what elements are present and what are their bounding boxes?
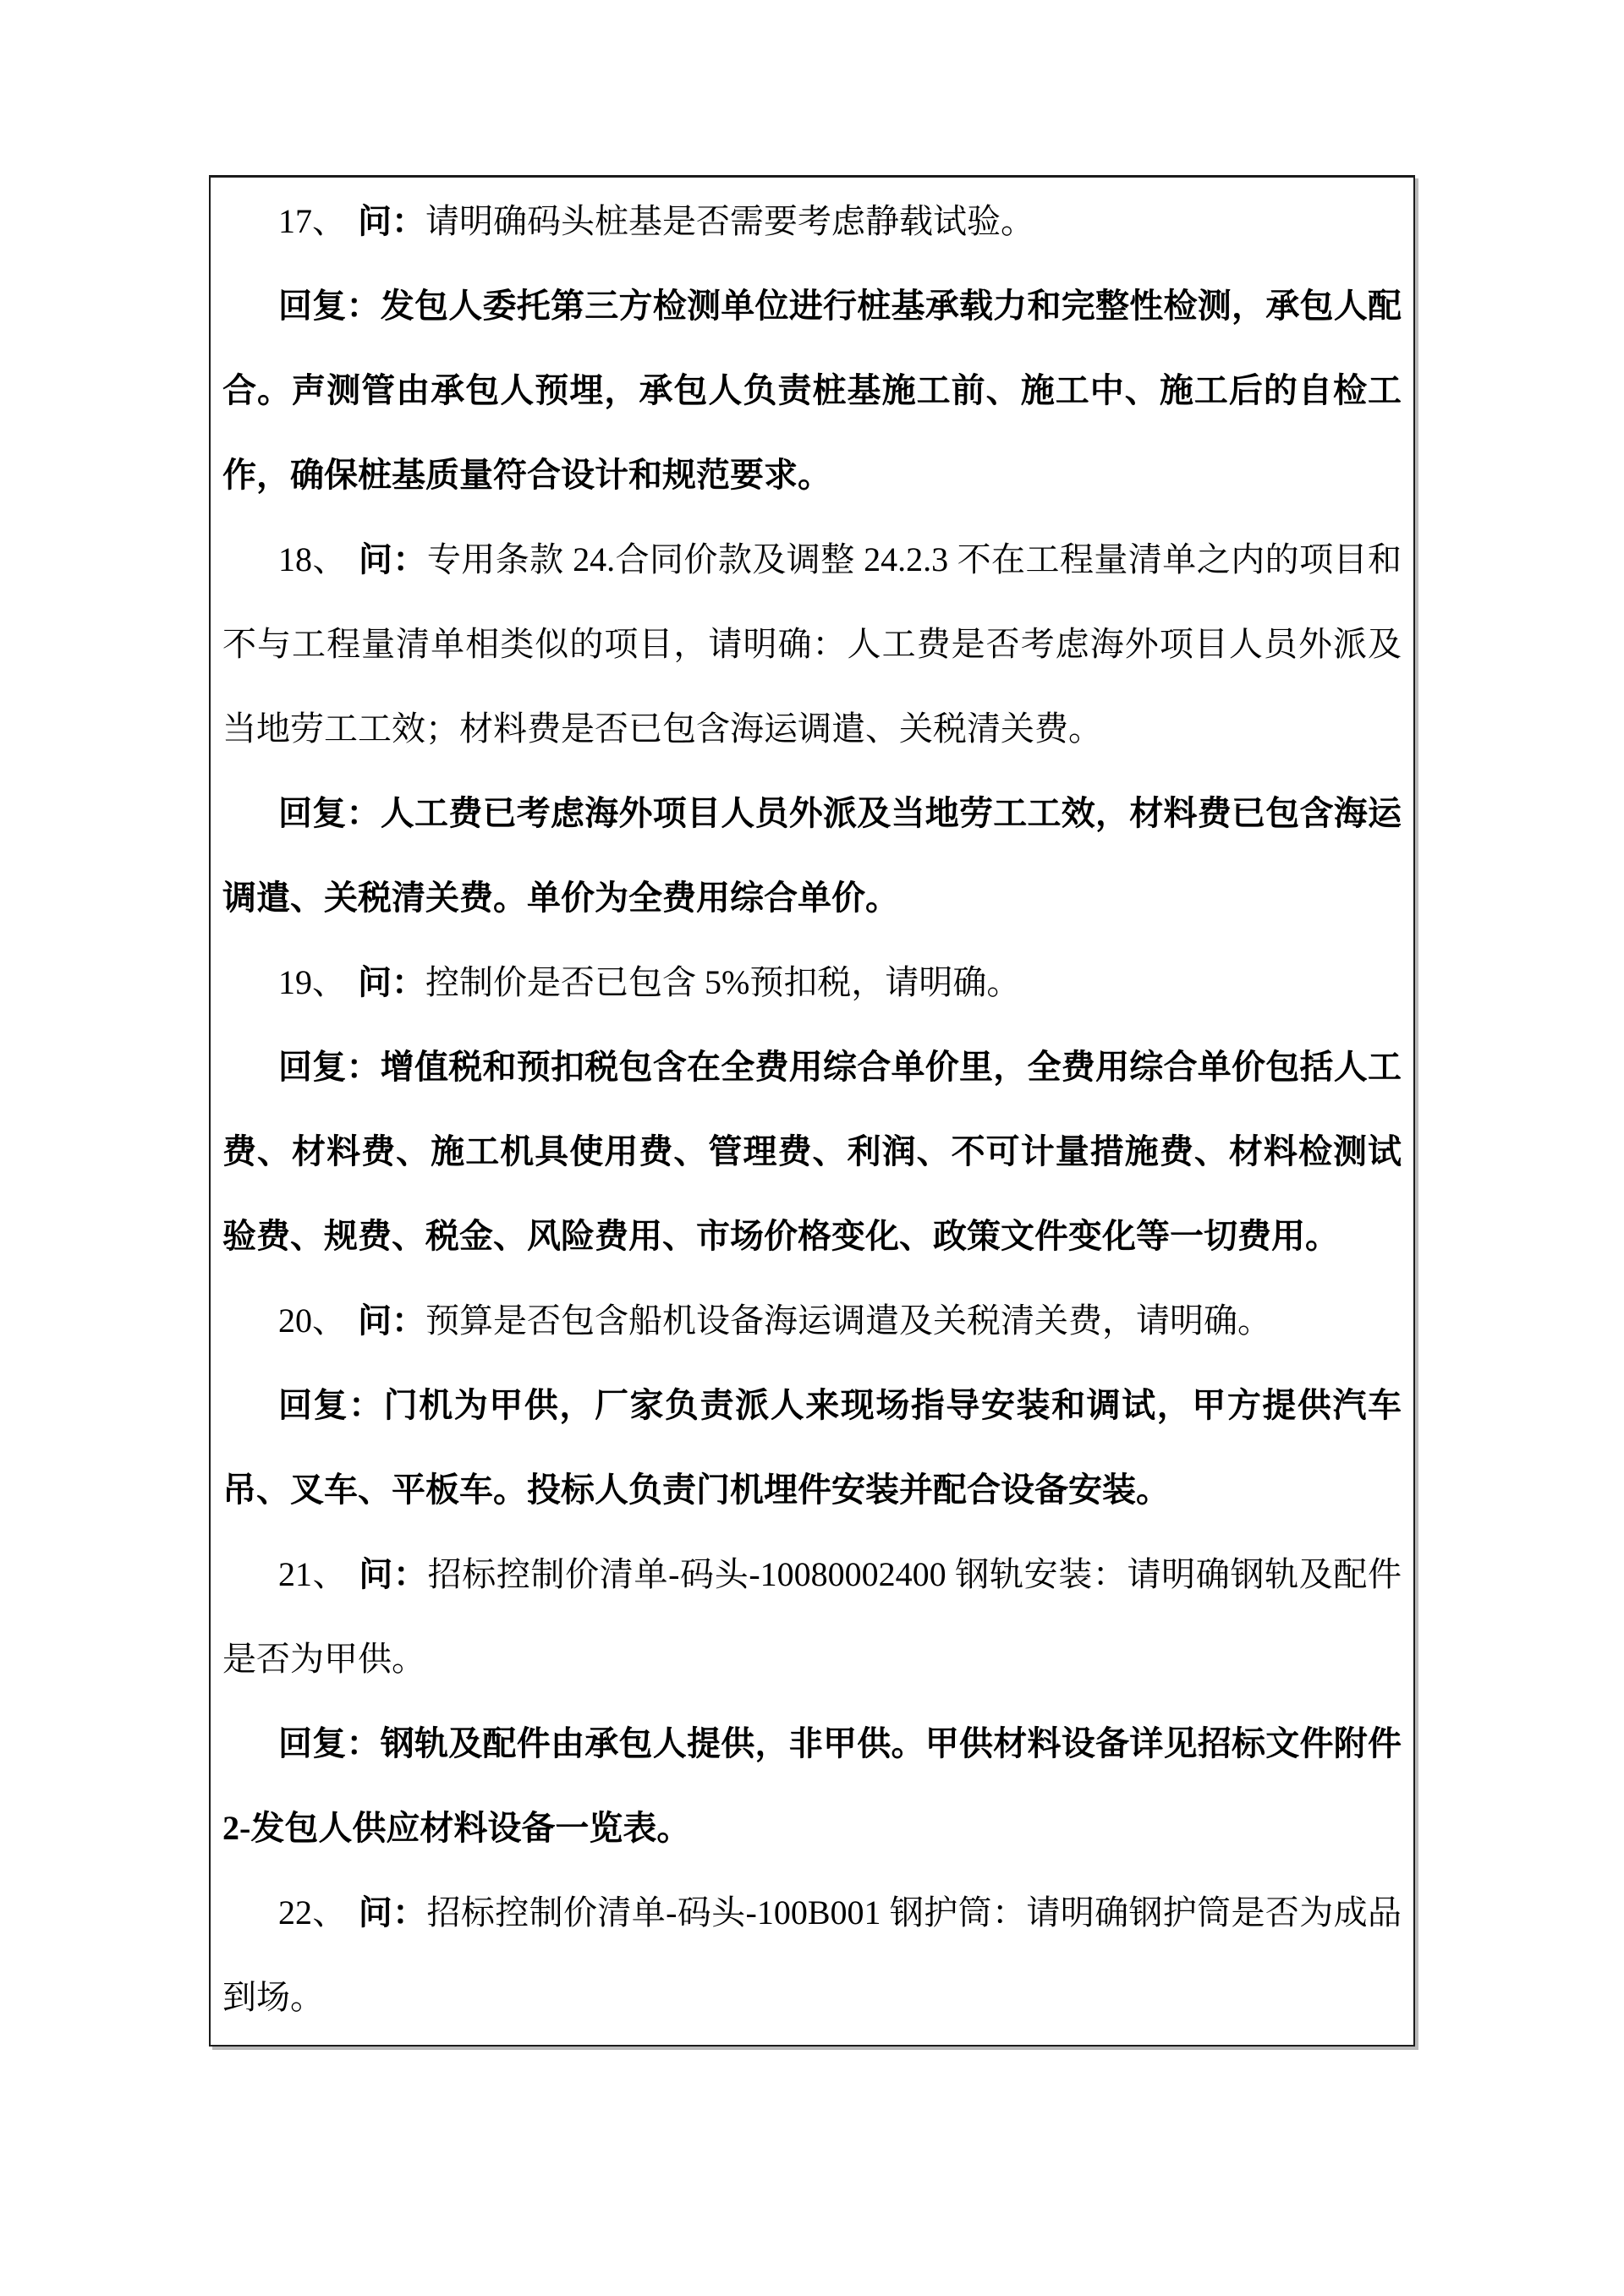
qa-item-19 [222, 940, 1402, 1279]
answer-paragraph [222, 771, 1402, 940]
question-number: 21、 [278, 1555, 348, 1593]
question-paragraph [222, 940, 1402, 1025]
answer-text: 人工费已考虑海外项目人员外派及当地劳工工效，材料费已包含海运调遣、关税清关费。单价为全费用综合单价。 [222, 794, 1402, 917]
question-label: 问： [358, 540, 427, 578]
qa-item-22 [222, 1871, 1402, 2040]
answer-label: 回复： [278, 794, 381, 832]
question-text: 招标控制价清单-码头-10080002400 钢轨安装：请明确钢轨及配件是否为甲供。 [222, 1555, 1402, 1678]
question-text: 专用条款 24.合同价款及调整 24.2.3 不在工程量清单之内的项目和不与工程量清单相类似的项目，请明确：人工费是否考虑海外项目人员外派及当地劳工工效；材料费是否已包含海运调遣、关税清关费。 [222, 540, 1402, 748]
question-label: 问： [358, 1893, 427, 1932]
answer-label: 回复： [278, 1048, 381, 1086]
question-number: 17、 [278, 202, 346, 240]
qa-item-18 [222, 518, 1402, 940]
question-paragraph [222, 1279, 1402, 1363]
question-label: 问： [358, 963, 425, 1001]
question-number: 20、 [278, 1301, 346, 1340]
question-number: 18、 [278, 540, 347, 578]
answer-text: 增值税和预扣税包含在全费用综合单价里，全费用综合单价包括人工费、材料费、施工机具使用费、管理费、利润、不可计量措施费、材料检测试验费、规费、税金、风险费用、市场价格变化、政策文件变化等一切费用。 [222, 1048, 1402, 1255]
qa-table-cell [209, 175, 1415, 2047]
question-text: 请明确码头桩基是否需要考虑静载试验。 [425, 202, 1034, 240]
answer-paragraph [222, 1363, 1402, 1532]
answer-text: 发包人委托第三方检测单位进行桩基承载力和完整性检测，承包人配合。声测管由承包人预埋，承包人负责桩基施工前、施工中、施工后的自检工作，确保桩基质量符合设计和规范要求。 [222, 287, 1402, 494]
question-label: 问： [358, 1301, 425, 1340]
question-number: 22、 [278, 1893, 347, 1932]
qa-item-17 [222, 179, 1402, 518]
question-label: 问： [359, 1555, 428, 1593]
answer-paragraph [222, 1701, 1402, 1871]
question-number: 19、 [278, 963, 346, 1001]
question-paragraph [222, 518, 1402, 771]
answer-label: 回复： [278, 287, 381, 325]
question-label: 问： [358, 202, 425, 240]
answer-paragraph [222, 1025, 1402, 1279]
question-text: 招标控制价清单-码头-100B001 钢护筒：请明确钢护筒是否为成品到场。 [222, 1893, 1402, 2016]
question-text: 控制价是否已包含 5%预扣税，请明确。 [425, 963, 1021, 1001]
question-paragraph [222, 1871, 1402, 2040]
answer-paragraph [222, 264, 1402, 518]
answer-label: 回复： [278, 1386, 384, 1424]
question-paragraph [222, 1532, 1402, 1701]
answer-text: 门机为甲供，厂家负责派人来现场指导安装和调试，甲方提供汽车吊、叉车、平板车。投标人负责门机埋件安装并配合设备安装。 [222, 1386, 1402, 1509]
answer-text: 钢轨及配件由承包人提供，非甲供。甲供材料设备详见招标文件附件 2-发包人供应材料设备一览表。 [222, 1724, 1402, 1847]
question-paragraph [222, 179, 1402, 264]
qa-item-21 [222, 1532, 1402, 1871]
question-text: 预算是否包含船机设备海运调遣及关税清关费，请明确。 [425, 1301, 1271, 1340]
answer-label: 回复： [278, 1724, 381, 1762]
qa-item-20 [222, 1279, 1402, 1532]
